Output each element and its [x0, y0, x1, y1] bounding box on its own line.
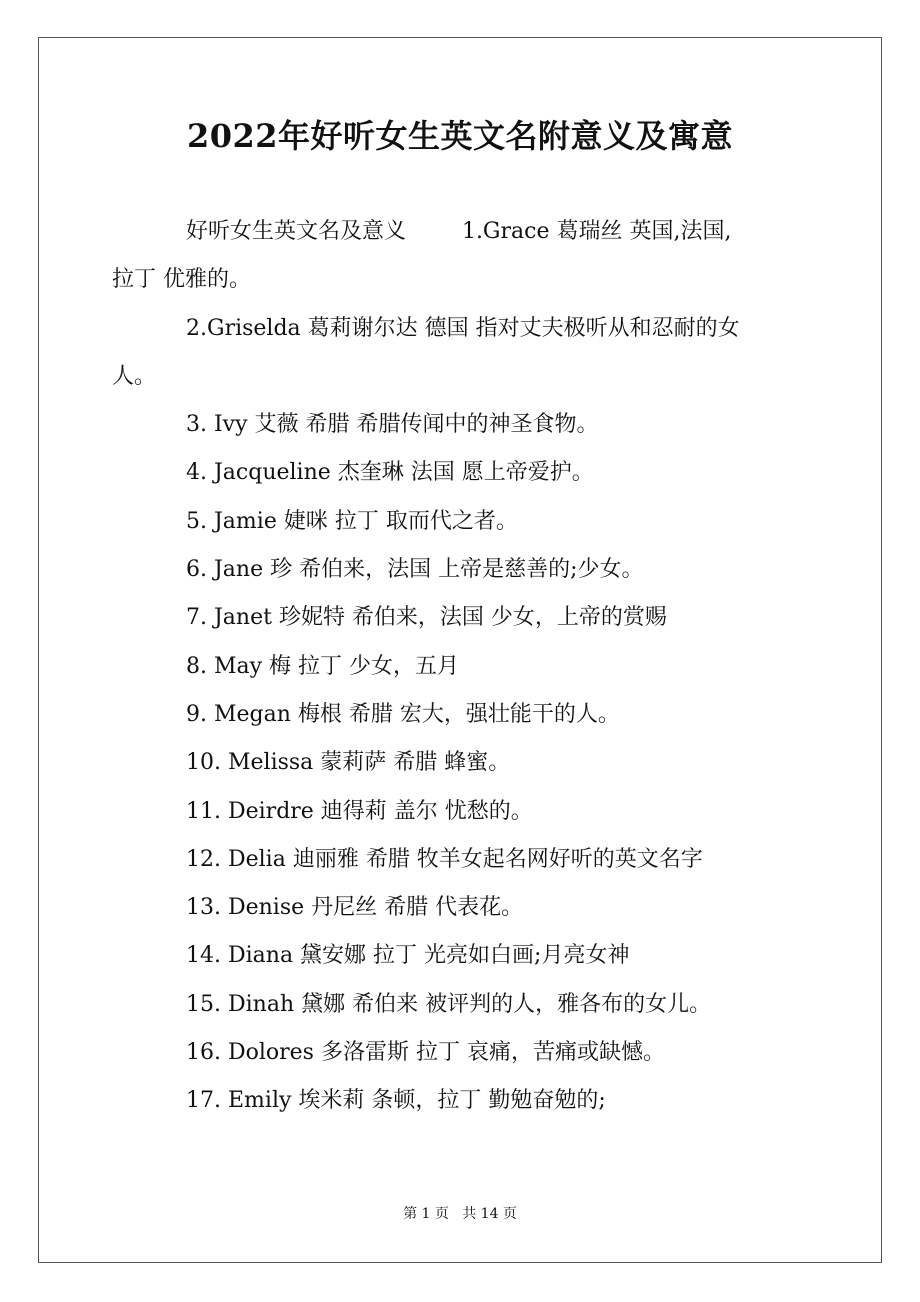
text-line: 好听女生英文名及意义 1.Grace 葛瑞丝 英国,法国,: [186, 219, 732, 244]
text-line: 人。: [112, 363, 157, 389]
list-item: 10. Melissa 蒙莉萨 希腊 蜂蜜。: [186, 750, 511, 776]
list-item: 17. Emily 埃米莉 条顿，拉丁 勤勉奋勉的;: [186, 1088, 606, 1114]
list-item: 15. Dinah 黛娜 希伯来 被评判的人，雅各布的女儿。: [186, 991, 712, 1017]
list-item: 16. Dolores 多洛雷斯 拉丁 哀痛，苦痛或缺憾。: [186, 1040, 665, 1066]
text-line: 2.Griselda 葛莉谢尔达 德国 指对丈夫极听从和忍耐的女: [186, 315, 740, 341]
text-line: 拉丁 优雅的。: [112, 267, 251, 293]
list-item: 14. Diana 黛安娜 拉丁 光亮如白画;月亮女神: [186, 943, 630, 969]
document-body: [112, 208, 812, 1126]
document-title: 2022年好听女生英文名附意义及寓意: [186, 117, 734, 155]
list-item: 12. Delia 迪丽雅 希腊 牧羊女起名网好听的英文名字: [186, 846, 703, 872]
list-item: 6. Jane 珍 希伯来，法国 上帝是慈善的;少女。: [186, 557, 644, 583]
list-item: 8. May 梅 拉丁 少女，五月: [186, 653, 460, 679]
list-item: 7. Janet 珍妮特 希伯来，法国 少女，上帝的赏赐: [186, 605, 667, 631]
list-item: 5. Jamie 婕咪 拉丁 取而代之者。: [186, 508, 518, 534]
list-item: 13. Denise 丹尼丝 希腊 代表花。: [186, 895, 524, 921]
list-item: 9. Megan 梅根 希腊 宏大，强壮能干的人。: [186, 701, 620, 727]
list-item: 4. Jacqueline 杰奎琳 法国 愿上帝爱护。: [186, 460, 594, 486]
list-item: 11. Deirdre 迪得莉 盖尔 忧愁的。: [186, 798, 533, 824]
list-item: 3. Ivy 艾薇 希腊 希腊传闻中的神圣食物。: [186, 412, 599, 438]
page-footer: 第 1 页 共 14 页: [403, 1206, 517, 1222]
